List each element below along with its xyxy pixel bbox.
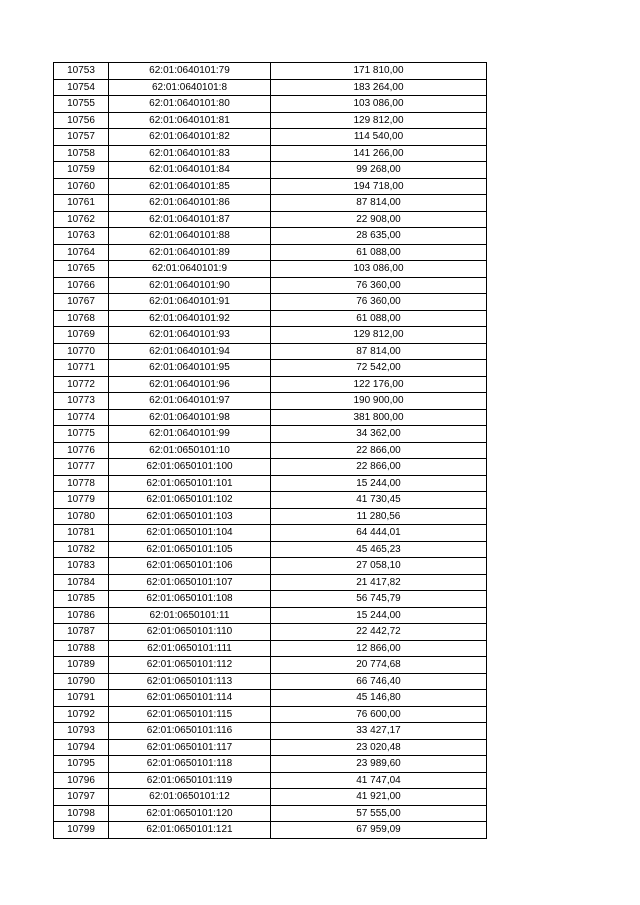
cadastral-number-cell: 62:01:0650101:106 [109,558,271,575]
amount-cell: 87 814,00 [271,195,487,212]
table-row [54,277,487,294]
row-number-cell: 10754 [54,79,109,96]
cadastral-number-cell: 62:01:0650101:118 [109,756,271,773]
table-row [54,376,487,393]
table-row [54,475,487,492]
row-number-cell: 10782 [54,541,109,558]
row-number-cell: 10784 [54,574,109,591]
row-number-cell: 10793 [54,723,109,740]
amount-cell: 76 360,00 [271,294,487,311]
cadastral-number-cell: 62:01:0650101:120 [109,805,271,822]
table-row [54,426,487,443]
amount-cell: 12 866,00 [271,640,487,657]
table-row [54,145,487,162]
amount-cell: 103 086,00 [271,261,487,278]
cadastral-number-cell: 62:01:0650101:110 [109,624,271,641]
amount-cell: 76 600,00 [271,706,487,723]
row-number-cell: 10788 [54,640,109,657]
row-number-cell: 10794 [54,739,109,756]
cadastral-number-cell: 62:01:0650101:107 [109,574,271,591]
table-row [54,129,487,146]
row-number-cell: 10757 [54,129,109,146]
row-number-cell: 10799 [54,822,109,839]
row-number-cell: 10777 [54,459,109,476]
cadastral-number-cell: 62:01:0640101:97 [109,393,271,410]
amount-cell: 129 812,00 [271,112,487,129]
table-body [54,63,487,839]
amount-cell: 22 866,00 [271,442,487,459]
cadastral-number-cell: 62:01:0640101:90 [109,277,271,294]
cadastral-number-cell: 62:01:0640101:85 [109,178,271,195]
cadastral-number-cell: 62:01:0640101:79 [109,63,271,80]
amount-cell: 141 266,00 [271,145,487,162]
data-table [53,62,487,839]
amount-cell: 22 908,00 [271,211,487,228]
cadastral-number-cell: 62:01:0650101:100 [109,459,271,476]
cadastral-number-cell: 62:01:0640101:93 [109,327,271,344]
row-number-cell: 10787 [54,624,109,641]
cadastral-number-cell: 62:01:0640101:9 [109,261,271,278]
row-number-cell: 10768 [54,310,109,327]
table-row [54,805,487,822]
cadastral-number-cell: 62:01:0650101:113 [109,673,271,690]
amount-cell: 171 810,00 [271,63,487,80]
amount-cell: 183 264,00 [271,79,487,96]
amount-cell: 61 088,00 [271,310,487,327]
table-row [54,772,487,789]
cadastral-number-cell: 62:01:0640101:89 [109,244,271,261]
cadastral-number-cell: 62:01:0640101:91 [109,294,271,311]
row-number-cell: 10796 [54,772,109,789]
amount-cell: 57 555,00 [271,805,487,822]
row-number-cell: 10792 [54,706,109,723]
table-row [54,640,487,657]
table-row [54,541,487,558]
row-number-cell: 10795 [54,756,109,773]
amount-cell: 11 280,56 [271,508,487,525]
amount-cell: 87 814,00 [271,343,487,360]
amount-cell: 61 088,00 [271,244,487,261]
row-number-cell: 10759 [54,162,109,179]
cadastral-number-cell: 62:01:0640101:98 [109,409,271,426]
row-number-cell: 10765 [54,261,109,278]
amount-cell: 45 146,80 [271,690,487,707]
cadastral-number-cell: 62:01:0640101:94 [109,343,271,360]
cadastral-number-cell: 62:01:0640101:82 [109,129,271,146]
row-number-cell: 10771 [54,360,109,377]
table-row [54,409,487,426]
table-row [54,294,487,311]
amount-cell: 99 268,00 [271,162,487,179]
amount-cell: 190 900,00 [271,393,487,410]
cadastral-number-cell: 62:01:0650101:111 [109,640,271,657]
table-row [54,211,487,228]
cadastral-number-cell: 62:01:0640101:87 [109,211,271,228]
table-row [54,723,487,740]
amount-cell: 56 745,79 [271,591,487,608]
table-row [54,244,487,261]
table-row [54,690,487,707]
table-row [54,310,487,327]
table-row [54,739,487,756]
amount-cell: 23 020,48 [271,739,487,756]
amount-cell: 45 465,23 [271,541,487,558]
row-number-cell: 10764 [54,244,109,261]
cadastral-number-cell: 62:01:0650101:11 [109,607,271,624]
amount-cell: 76 360,00 [271,277,487,294]
amount-cell: 23 989,60 [271,756,487,773]
amount-cell: 21 417,82 [271,574,487,591]
cadastral-number-cell: 62:01:0650101:116 [109,723,271,740]
amount-cell: 41 921,00 [271,789,487,806]
amount-cell: 67 959,09 [271,822,487,839]
table-row [54,508,487,525]
table-row [54,657,487,674]
row-number-cell: 10772 [54,376,109,393]
table-row [54,492,487,509]
row-number-cell: 10770 [54,343,109,360]
row-number-cell: 10798 [54,805,109,822]
cadastral-number-cell: 62:01:0640101:92 [109,310,271,327]
row-number-cell: 10758 [54,145,109,162]
cadastral-number-cell: 62:01:0640101:96 [109,376,271,393]
table-row [54,178,487,195]
cadastral-number-cell: 62:01:0650101:112 [109,657,271,674]
cadastral-number-cell: 62:01:0640101:99 [109,426,271,443]
cadastral-number-cell: 62:01:0640101:84 [109,162,271,179]
row-number-cell: 10789 [54,657,109,674]
amount-cell: 22 866,00 [271,459,487,476]
cadastral-number-cell: 62:01:0640101:80 [109,96,271,113]
table-row [54,459,487,476]
cadastral-number-cell: 62:01:0640101:86 [109,195,271,212]
table-row [54,96,487,113]
cadastral-number-cell: 62:01:0650101:10 [109,442,271,459]
row-number-cell: 10797 [54,789,109,806]
row-number-cell: 10769 [54,327,109,344]
cadastral-number-cell: 62:01:0640101:88 [109,228,271,245]
amount-cell: 381 800,00 [271,409,487,426]
amount-cell: 72 542,00 [271,360,487,377]
table-row [54,624,487,641]
row-number-cell: 10766 [54,277,109,294]
cadastral-number-cell: 62:01:0650101:103 [109,508,271,525]
cadastral-number-cell: 62:01:0650101:117 [109,739,271,756]
table-row [54,195,487,212]
cadastral-number-cell: 62:01:0650101:12 [109,789,271,806]
cadastral-number-cell: 62:01:0640101:81 [109,112,271,129]
cadastral-number-cell: 62:01:0650101:101 [109,475,271,492]
row-number-cell: 10785 [54,591,109,608]
amount-cell: 20 774,68 [271,657,487,674]
amount-cell: 33 427,17 [271,723,487,740]
table-row [54,261,487,278]
table-row [54,574,487,591]
cadastral-number-cell: 62:01:0650101:108 [109,591,271,608]
amount-cell: 22 442,72 [271,624,487,641]
amount-cell: 34 362,00 [271,426,487,443]
table-row [54,607,487,624]
amount-cell: 194 718,00 [271,178,487,195]
row-number-cell: 10753 [54,63,109,80]
row-number-cell: 10780 [54,508,109,525]
table-row [54,360,487,377]
amount-cell: 41 730,45 [271,492,487,509]
row-number-cell: 10773 [54,393,109,410]
cadastral-number-cell: 62:01:0640101:8 [109,79,271,96]
cadastral-number-cell: 62:01:0650101:115 [109,706,271,723]
amount-cell: 15 244,00 [271,607,487,624]
table-row [54,706,487,723]
table-row [54,79,487,96]
amount-cell: 66 746,40 [271,673,487,690]
amount-cell: 41 747,04 [271,772,487,789]
row-number-cell: 10767 [54,294,109,311]
amount-cell: 27 058,10 [271,558,487,575]
amount-cell: 122 176,00 [271,376,487,393]
cadastral-number-cell: 62:01:0650101:102 [109,492,271,509]
row-number-cell: 10791 [54,690,109,707]
amount-cell: 103 086,00 [271,96,487,113]
cadastral-number-cell: 62:01:0640101:95 [109,360,271,377]
row-number-cell: 10778 [54,475,109,492]
amount-cell: 114 540,00 [271,129,487,146]
table-row [54,558,487,575]
row-number-cell: 10756 [54,112,109,129]
table-row [54,789,487,806]
table-row [54,442,487,459]
row-number-cell: 10755 [54,96,109,113]
cadastral-number-cell: 62:01:0650101:119 [109,772,271,789]
table-row [54,525,487,542]
table-row [54,162,487,179]
cadastral-number-cell: 62:01:0640101:83 [109,145,271,162]
row-number-cell: 10790 [54,673,109,690]
amount-cell: 129 812,00 [271,327,487,344]
row-number-cell: 10760 [54,178,109,195]
amount-cell: 15 244,00 [271,475,487,492]
table-row [54,756,487,773]
row-number-cell: 10779 [54,492,109,509]
table-row [54,112,487,129]
table-row [54,822,487,839]
table-row [54,393,487,410]
row-number-cell: 10761 [54,195,109,212]
row-number-cell: 10762 [54,211,109,228]
row-number-cell: 10776 [54,442,109,459]
table-row [54,673,487,690]
cadastral-number-cell: 62:01:0650101:104 [109,525,271,542]
table-row [54,327,487,344]
amount-cell: 28 635,00 [271,228,487,245]
cadastral-number-cell: 62:01:0650101:105 [109,541,271,558]
amount-cell: 64 444,01 [271,525,487,542]
row-number-cell: 10781 [54,525,109,542]
row-number-cell: 10774 [54,409,109,426]
table-row [54,228,487,245]
table-row [54,343,487,360]
table-row [54,63,487,80]
table-row [54,591,487,608]
cadastral-number-cell: 62:01:0650101:114 [109,690,271,707]
row-number-cell: 10786 [54,607,109,624]
row-number-cell: 10775 [54,426,109,443]
row-number-cell: 10763 [54,228,109,245]
cadastral-number-cell: 62:01:0650101:121 [109,822,271,839]
row-number-cell: 10783 [54,558,109,575]
